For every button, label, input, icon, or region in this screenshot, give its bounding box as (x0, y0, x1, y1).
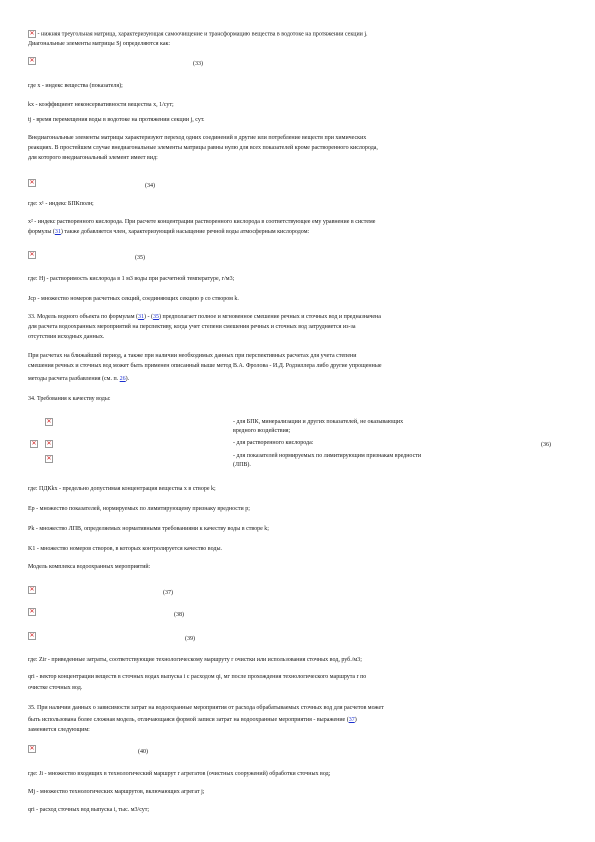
formula-image-icon (28, 251, 36, 259)
definition-line: Jср - множество номеров расчетных секций, соединяющих секцию р со створом k. (28, 296, 239, 302)
formula-image-icon (28, 586, 36, 594)
definition-line: Ep - множество показателей, нормируемых по лимитирующему признаку вредности p; (28, 506, 250, 512)
definition-line: Pk - множество ЛПВ, определяемых нормативными требованиями к качеству воды в створе k; (28, 526, 269, 532)
equation-number: (34) (145, 183, 155, 189)
paragraph-line: отсутствия исходных данных. (28, 334, 105, 340)
section-heading: 34. Требования к качеству воды: (28, 396, 111, 402)
definition-line: где: Hj - растворимость кислорода в 1 м3 воды при расчетной температуре, г/м3; (28, 276, 235, 282)
paragraph-line: реакциях. В простейшем случае внедиагональные элементы матрицы равны нулю для всех показателей кроме растворенного кислорода, (28, 145, 378, 151)
paragraph-line: Внедиагональные элементы матрицы характеризуют переход одних соединений в другие или потребление веществ при химических (28, 135, 367, 141)
definition-line: tj - время перемещения воды в водотоке на протяжении секции j, сут. (28, 117, 205, 123)
definition-line: где: Ji - множество входящих в технологический маршрут r агрегатов (очистных сооружений) обработки сточных вод; (28, 771, 331, 777)
definition-line: где: x¹ - индекс БПКполн; (28, 201, 94, 207)
equation-number: (35) (135, 255, 145, 261)
definition-line: kx - коэффициент неконсервативности вещества x, 1/сут; (28, 102, 174, 108)
paragraph-line: 35. При наличии данных о зависимости затрат на водоохранные мероприятия от расхода обрабатываемых сточных вод для расчетов может (28, 705, 384, 711)
formula-row (28, 586, 36, 594)
formula-image-icon (28, 179, 36, 187)
requirement-text: вредного воздействия; (233, 428, 291, 434)
formula-image-icon (28, 30, 36, 38)
equation-number: (40) (138, 749, 148, 755)
formula-row (28, 251, 36, 259)
formula-link[interactable]: 31 (138, 314, 145, 320)
formula-row (28, 745, 36, 753)
formula-link[interactable]: 35 (153, 314, 160, 320)
definition-line: x² - индекс растворенного кислорода. При расчете концентрации растворенного кислорода в соответствующее ему уравнение в системе (28, 219, 376, 225)
formula-link[interactable]: 31 (54, 229, 61, 235)
equation-number: (39) (185, 636, 195, 642)
formula-row (28, 57, 36, 65)
definition-line: Mj - множество технологических маршрутов, включающих агрегат j; (28, 789, 205, 795)
equation-number: (36) (541, 442, 551, 448)
definition-line: где: ПДКkx - предельно допустимая концентрация вещества x в створе k; (28, 486, 216, 492)
requirement-text: - для растворенного кислорода: (233, 440, 314, 446)
paragraph-line: 33. Модель водного объекта по формулам (31) - (35) предполагает полное и мгновенное смешение речных и сточных вод и предназначена (28, 314, 381, 320)
formula-image-icon (30, 440, 38, 448)
definition-line: очистке сточных вод. (28, 685, 83, 691)
formula-image-icon (28, 745, 36, 753)
equation-number: (38) (174, 612, 184, 618)
requirement-text: - для показателей нормируемых по лимитирующим признакам вредности (233, 453, 422, 459)
definition-line: где x - индекс вещества (показателя); (28, 83, 123, 89)
requirement-text: (ЛПВ). (233, 462, 251, 468)
formula-row (28, 608, 36, 616)
formula-image-icon (28, 608, 36, 616)
paragraph-line: заменяется следующим: (28, 727, 90, 733)
paragraph-line: для расчета водоохранных мероприятий на перспективу, когда учет степени смешения речных и сточных вод затрудняется из-за (28, 324, 356, 330)
formula-image-icon (28, 57, 36, 65)
formula-image-icon (45, 455, 53, 463)
paragraph-line: Модель комплекса водоохранных мероприятий: (28, 564, 151, 570)
equation-number: (37) (163, 590, 173, 596)
formula-image-icon (45, 418, 53, 426)
paragraph-line: смешения речных и сточных вод может быть применен описанный выше метод В.А. Фролова - И.Д. Родзиллера либо другие упрощенные (28, 363, 382, 369)
formula-image-icon (28, 632, 36, 640)
definition-line: qri - вектор концентрации веществ в сточных водах выпуска i с расходом qi, мг после прохождения технологического маршрута r по (28, 674, 367, 680)
definition-line: формулы (31) также добавляется член, характеризующий насыщение речной воды атмосферным кислородом: (28, 229, 310, 235)
section-link[interactable]: 26 (119, 376, 126, 382)
paragraph-line: При расчетах на ближайший период, а также при наличии необходимых данных при перспективных расчетах для учета степени (28, 353, 357, 359)
formula-row (28, 179, 36, 187)
formula-row (28, 632, 36, 640)
definition-line: где: Zir - приведенные затраты, соответствующие технологическому маршруту r очистки или использования сточных вод, руб./м3; (28, 657, 362, 663)
formula-link[interactable]: 37 (348, 717, 355, 723)
text-line: ✕ - нижняя треугольная матрица, характеризующая самоочищение и трансформацию вещества в водотоке на протяжении секции j. (28, 30, 368, 38)
definition-line: K1 - множество номеров створов, в которых контролируется качество воды. (28, 546, 223, 552)
equation-number: (33) (193, 61, 203, 67)
formula-image-icon (45, 440, 53, 448)
paragraph-line: быть использована более сложная модель, отличающаяся формой записи затрат на водоохранные мероприятия - выражение (37) (28, 717, 357, 723)
paragraph-line: для которого внедиагональный элемент имеет вид: (28, 155, 158, 161)
definition-line: qri - расход сточных вод выпуска i, тыс. м3/сут; (28, 807, 150, 813)
requirement-text: - для БПК, минерализации и других показателей, не оказывающих (233, 419, 404, 425)
paragraph-line: методы расчета разбавления (см. п. 26). (28, 376, 130, 382)
text-line: Диагональные элементы матрицы Sj определяются как: (28, 41, 171, 47)
